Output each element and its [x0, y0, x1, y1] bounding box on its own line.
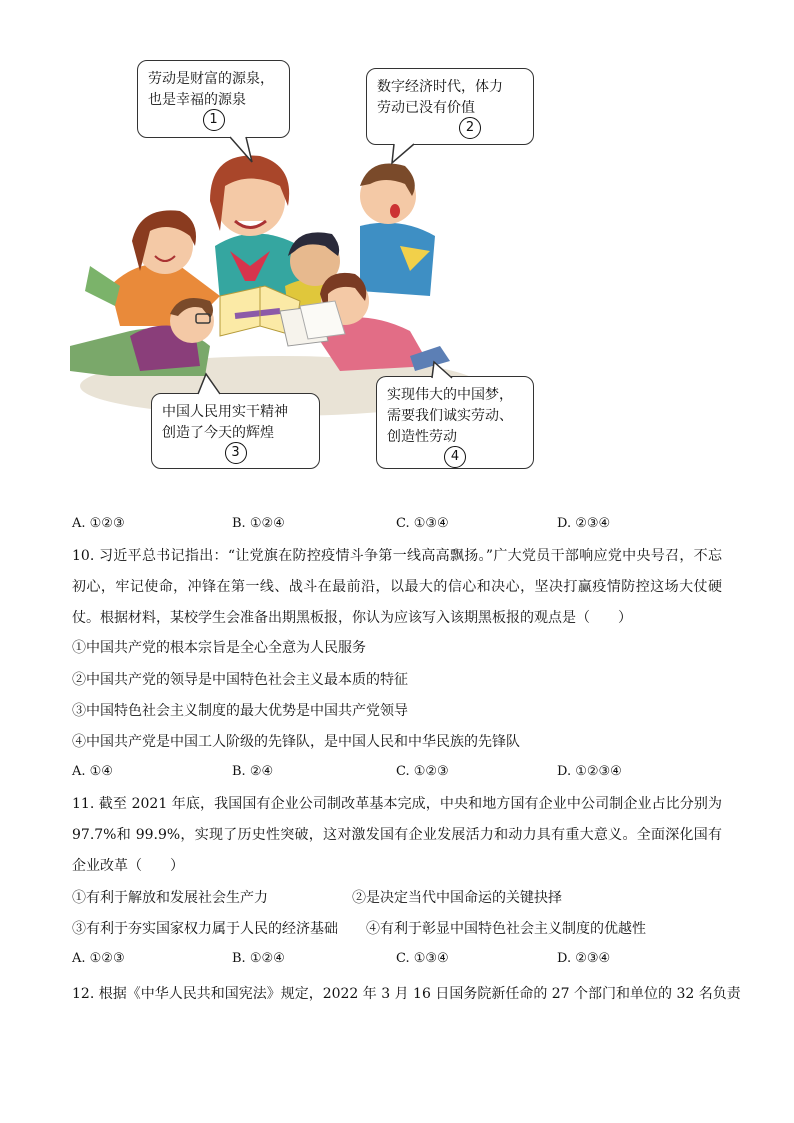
- q11-option-c[interactable]: C. ①③④: [396, 951, 449, 966]
- q10-option-a[interactable]: A. ①④: [72, 764, 113, 779]
- bubble-1-number: 1: [203, 109, 225, 131]
- q10-item-1: ①中国共产党的根本宗旨是全心全意为人民服务: [72, 640, 366, 656]
- q9-option-a[interactable]: A. ①②③: [72, 516, 125, 531]
- bubble-4-line-2: 需要我们诚实劳动、: [387, 408, 513, 424]
- boy-right-figure: [360, 164, 435, 297]
- bubble-3-line-1: 中国人民用实干精神: [162, 404, 288, 420]
- q11-option-d[interactable]: D. ②③④: [557, 951, 611, 966]
- q10-option-b[interactable]: B. ②④: [232, 764, 274, 779]
- bubble-1-tail: [228, 136, 258, 164]
- q9-option-d[interactable]: D. ②③④: [557, 516, 611, 531]
- bubble-4-tail: [430, 360, 456, 380]
- q9-option-c[interactable]: C. ①③④: [396, 516, 449, 531]
- q10-option-d[interactable]: D. ①②③④: [557, 764, 622, 779]
- q10-option-c[interactable]: C. ①②③: [396, 764, 449, 779]
- bubble-2-tail: [388, 143, 418, 165]
- q11-item-1: ①有利于解放和发展社会生产力: [72, 890, 268, 906]
- bubble-2-line-2: 劳动已没有价值: [377, 100, 475, 116]
- q11-option-a[interactable]: A. ①②③: [72, 951, 125, 966]
- q11-item-4: ④有利于彰显中国特色社会主义制度的优越性: [366, 921, 646, 937]
- bubble-3-tail: [194, 372, 224, 396]
- q10-item-4: ④中国共产党是中国工人阶级的先锋队，是中国人民和中华民族的先锋队: [72, 734, 520, 750]
- bubble-4-line-3: 创造性劳动: [387, 429, 457, 445]
- q10-item-3: ③中国特色社会主义制度的最大优势是中国共产党领导: [72, 703, 408, 719]
- bubble-4-line-1: 实现伟大的中国梦，: [387, 387, 513, 403]
- q11-item-2: ②是决定当代中国命运的关键抉择: [352, 890, 562, 906]
- q11-option-b[interactable]: B. ①②④: [232, 951, 285, 966]
- speech-bubble-2: [366, 68, 534, 145]
- bubble-4-number: 4: [444, 446, 466, 468]
- q9-option-b[interactable]: B. ①②④: [232, 516, 285, 531]
- bubble-3-line-2: 创造了今天的辉煌: [162, 425, 274, 441]
- girl-center-figure: [210, 156, 310, 301]
- q11-item-3: ③有利于夯实国家权力属于人民的经济基础: [72, 921, 338, 937]
- q10-stem: 10. 习近平总书记指出：“让党旗在防控疫情斗争第一线高高飘扬。”广大党员干部响应党中央号召，不忘初心，牢记使命，冲锋在第一线、战斗在最前沿，以最大的信心和决心，坚决打赢疫情防控这场大仗硬仗。根据材料，某校学生会准备出期黑板报，你认为应该写入该期黑板报的观点是（ ）: [72, 548, 722, 626]
- bubble-2-number: 2: [459, 117, 481, 139]
- q11-stem: 11. 截至 2021 年底，我国国有企业公司制改革基本完成，中央和地方国有企业中公司制企业占比分别为 97.7%和 99.9%，实现了历史性突破，这对激发国有企业发展活力和动力具有重大意义。全面深化国有企业改革（ ）: [72, 796, 722, 874]
- speech-bubble-1: [137, 60, 290, 138]
- q10-item-2: ②中国共产党的领导是中国特色社会主义最本质的特征: [72, 672, 408, 688]
- speech-bubble-3: [151, 393, 320, 469]
- bubble-2-line-1: 数字经济时代，体力: [377, 79, 503, 95]
- bubble-1-line-1: 劳动是财富的源泉，: [148, 71, 274, 87]
- speech-bubble-4: [376, 376, 534, 469]
- bubble-3-number: 3: [225, 442, 247, 464]
- q12-stem: 12. 根据《中华人民共和国宪法》规定，2022 年 3 月 16 日国务院新任命的 27 个部门和单位的 32 名负责: [72, 986, 741, 1002]
- bubble-1-line-2: 也是幸福的源泉: [148, 92, 246, 108]
